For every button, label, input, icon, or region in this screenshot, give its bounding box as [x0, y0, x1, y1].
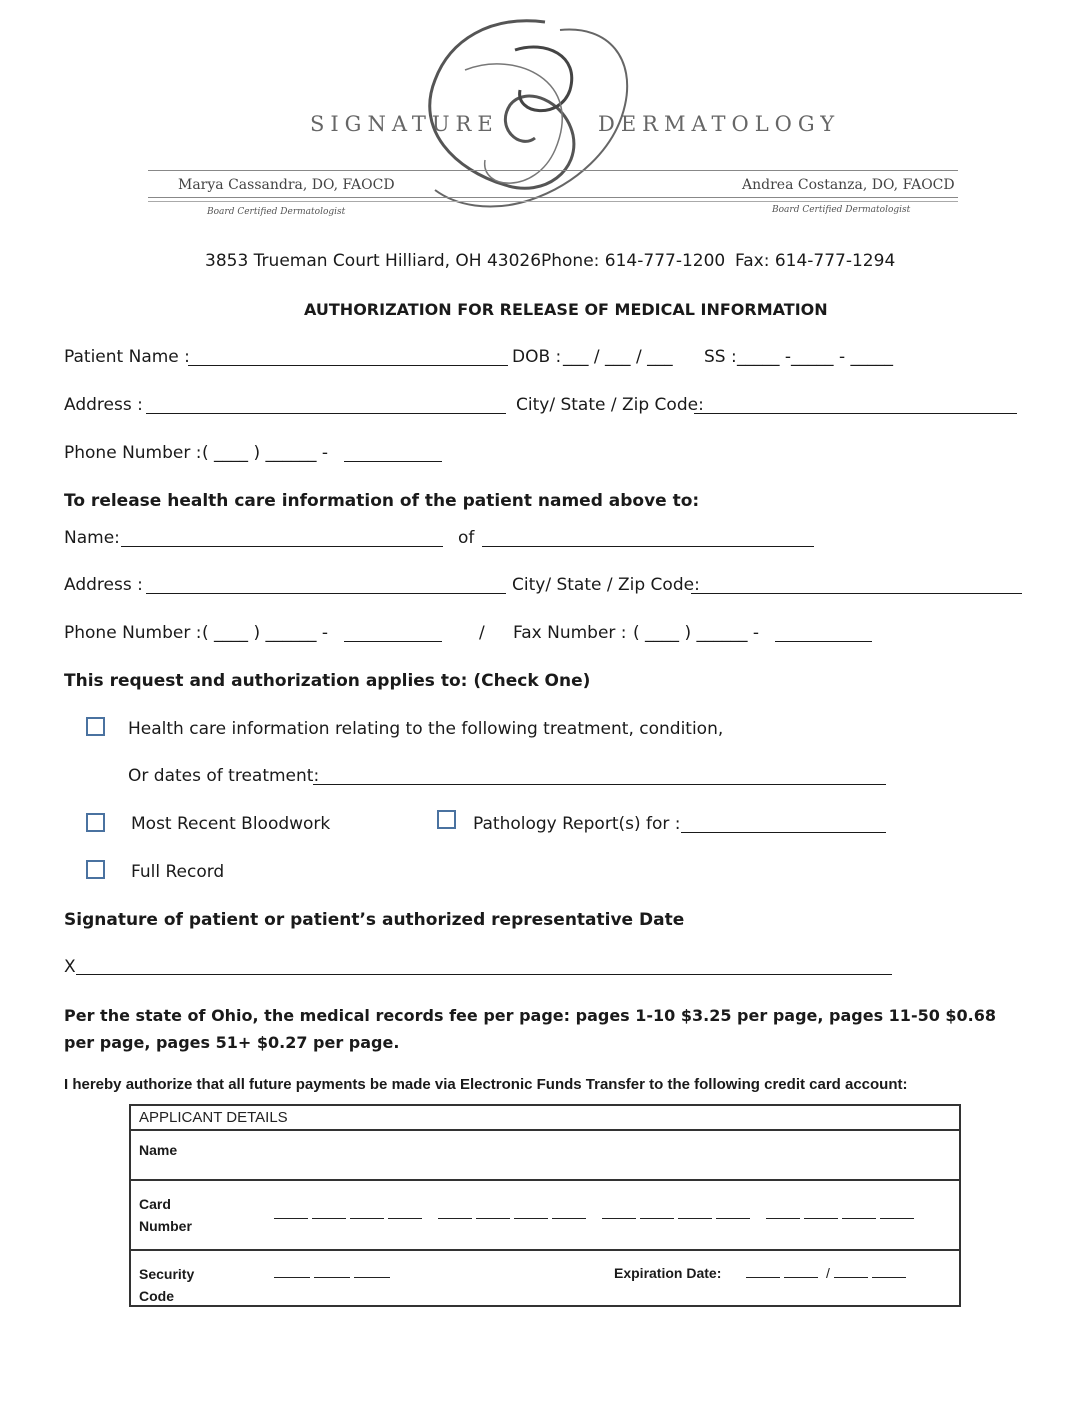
- full-record-label: Full Record: [131, 862, 225, 882]
- card-number-cell[interactable]: [130, 1180, 960, 1250]
- recipient-address-field[interactable]: [146, 593, 506, 594]
- security-code-cell[interactable]: [130, 1250, 960, 1306]
- release-heading: To release health care information of the patient named above to:: [64, 491, 700, 511]
- dob-label: DOB :: [512, 347, 562, 367]
- card-number-field[interactable]: [274, 1206, 918, 1224]
- expiration-date-label: Expiration Date:: [614, 1265, 722, 1281]
- recipient-fax-field[interactable]: ( ____ ) ______ -: [633, 623, 760, 643]
- expiration-slash: /: [826, 1265, 830, 1281]
- logo-left-word: SIGNATURE: [310, 112, 499, 136]
- recipient-city-field[interactable]: [691, 593, 1022, 594]
- patient-address-label: Address :: [64, 395, 143, 415]
- applicant-name-cell[interactable]: [130, 1130, 960, 1180]
- security-code-field[interactable]: [274, 1265, 394, 1283]
- ss-label: SS :: [704, 347, 737, 367]
- bloodwork-label: Most Recent Bloodwork: [131, 814, 331, 834]
- patient-city-field[interactable]: [694, 413, 1017, 414]
- patient-city-label: City/ State / Zip Code:: [516, 395, 704, 415]
- patient-address-field[interactable]: [146, 413, 506, 414]
- pathology-field[interactable]: [681, 832, 886, 833]
- patient-name-label: Patient Name :: [64, 347, 190, 367]
- ss-field[interactable]: _____ -_____ - _____: [737, 347, 893, 367]
- card-number-label: Card Number: [139, 1196, 192, 1234]
- fee-notice: Per the state of Ohio, the medical records fee per page: pages 1-10 $3.25 per page, pages 11-50 $0.68 per page, pages 51+ $0.27 per page.: [64, 1006, 997, 1052]
- clinic-fax: Fax: 614-777-1294: [735, 251, 896, 271]
- patient-phone-line[interactable]: [344, 461, 442, 462]
- doctor-right-title: Board Certified Dermatologist: [772, 205, 911, 215]
- recipient-city-label: City/ State / Zip Code:: [512, 575, 700, 595]
- clinic-phone: Phone: 614-777-1200: [541, 251, 726, 271]
- applies-heading: This request and authorization applies to: (Check One): [64, 671, 591, 691]
- dob-field[interactable]: ___ / ___ / ___: [563, 347, 673, 367]
- signature-x-mark: X: [64, 957, 76, 977]
- applicant-details-table: [129, 1104, 961, 1307]
- pathology-label: Pathology Report(s) for :: [473, 814, 681, 834]
- doctor-right-name: Andrea Costanza, DO, FAOCD: [742, 177, 955, 193]
- form-title: AUTHORIZATION FOR RELEASE OF MEDICAL INFORMATION: [304, 300, 828, 319]
- signature-label: Signature of patient or patient’s authorized representative Date: [64, 910, 685, 930]
- treatment-checkbox[interactable]: [86, 717, 105, 736]
- expiration-date-field[interactable]: [746, 1265, 910, 1281]
- clinic-address: 3853 Trueman Court Hilliard, OH 43026: [205, 251, 542, 271]
- doctor-left-title: Board Certified Dermatologist: [207, 207, 346, 217]
- recipient-phone-line[interactable]: [344, 641, 442, 642]
- recipient-fax-line[interactable]: [775, 641, 872, 642]
- logo-right-word: DERMATOLOGY: [598, 112, 841, 136]
- patient-name-field[interactable]: [188, 365, 508, 366]
- doctor-left-name: Marya Cassandra, DO, FAOCD: [178, 177, 395, 193]
- recipient-name-field[interactable]: [121, 546, 443, 547]
- recipient-of-field[interactable]: [482, 546, 814, 547]
- signature-field[interactable]: [76, 974, 892, 975]
- bloodwork-checkbox[interactable]: [86, 813, 105, 832]
- eft-authorization-text: I hereby authorize that all future payments be made via Electronic Funds Transfer to the following credit card account:: [64, 1076, 908, 1093]
- full-record-checkbox[interactable]: [86, 860, 105, 879]
- dates-of-treatment-field[interactable]: [313, 784, 886, 785]
- security-code-label: Security Code: [139, 1266, 195, 1304]
- recipient-of-label: of: [458, 528, 475, 548]
- dates-of-treatment-label: Or dates of treatment:: [128, 766, 320, 786]
- pathology-checkbox[interactable]: [437, 810, 456, 829]
- recipient-address-label: Address :: [64, 575, 143, 595]
- applicant-name-label: Name: [139, 1142, 178, 1158]
- patient-phone-field[interactable]: ( ____ ) ______ -: [202, 443, 329, 463]
- recipient-phone-label: Phone Number :: [64, 623, 202, 643]
- recipient-name-label: Name:: [64, 528, 120, 548]
- recipient-phone-field[interactable]: ( ____ ) ______ -: [202, 623, 329, 643]
- patient-phone-label: Phone Number :: [64, 443, 202, 463]
- treatment-option-label: Health care information relating to the following treatment, condition,: [128, 719, 724, 739]
- recipient-fax-label: Fax Number :: [513, 623, 627, 643]
- applicant-details-header: APPLICANT DETAILS: [130, 1105, 960, 1130]
- phone-fax-separator: /: [479, 623, 485, 643]
